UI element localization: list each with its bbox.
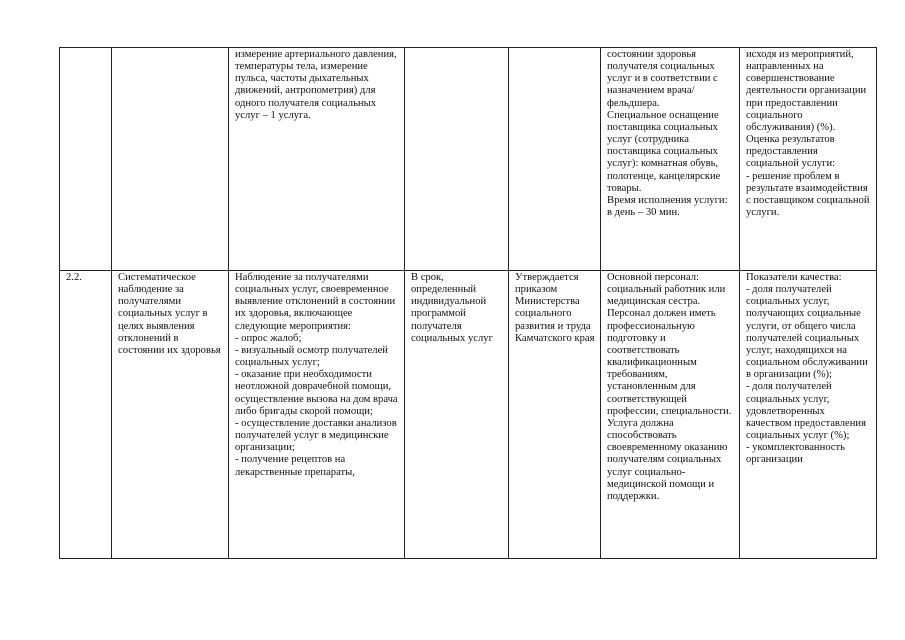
cell-conditions: состоянии здоровья получателя социальных услуг и в соответствии с назначением врача/фельдшера. Специальное оснащение поставщика социальных услуг (сотрудника поставщика социальных услуг): комнатная обувь, полотенце, канцелярские товары. Время исполнения услуги: в день – 30 мин. — [601, 48, 740, 271]
services-table — [59, 47, 877, 559]
cell-tariff: Утверждается приказом Министерства социального развития и труда Камчатского края — [509, 271, 601, 559]
cell-conditions: Основной персонал: социальный работник или медицинская сестра. Персонал должен иметь профессиональную подготовку и соответствовать квалификационным требованиям, установленным для соответствующей профессии, специальности. Услуга должна способствовать своевременному оказанию получателям социальных услуг социально-медицинской помощи и поддержки. — [601, 271, 740, 559]
cell-description: Наблюдение за получателями социальных услуг, своевременное выявление отклонений в состоянии их здоровья, включающее следующие мероприятия: - опрос жалоб; - визуальный осмотр получателей социальных услуг; - оказание при необходимости неотложной доврачебной помощи, осуществление вызова на дом врача либо бригады скорой помощи; - осуществление доставки анализов получателей услуг в медицинские организации; - получение рецептов на лекарственные препараты, — [229, 271, 405, 559]
cell-description: измерение артериального давления, температуры тела, измерение пульса, частоты дыхательных движений, антропометрия) для одного получателя социальных услуг – 1 услуга. — [229, 48, 405, 271]
table-row-2-2 — [60, 271, 877, 559]
cell-service-name — [112, 48, 229, 271]
cell-number: 2.2. — [60, 271, 112, 559]
cell-indicators: исходя из мероприятий, направленных на совершенствование деятельности организации при предоставлении социального обслуживания) (%). Оценка результатов предоставления социальной услуги: - решение проблем в результате взаимодействия с поставщиком социальной услуги. — [740, 48, 877, 271]
cell-service-name: Систематическое наблюдение за получателями социальных услуг в целях выявления отклонений в состоянии их здоровья — [112, 271, 229, 559]
table-row-continuation — [60, 48, 877, 271]
cell-number — [60, 48, 112, 271]
cell-timing — [405, 48, 509, 271]
cell-indicators: Показатели качества: - доля получателей социальных услуг, получающих социальные услуги, от общего числа получателей социальных услуг, находящихся на социальном обслуживании в организации (%); - доля получателей социальных услуг, удовлетворенных качеством предоставления социальных услуг (%); - укомплектованность организации — [740, 271, 877, 559]
cell-tariff — [509, 48, 601, 271]
cell-timing: В срок, определенный индивидуальной программой получателя социальных услуг — [405, 271, 509, 559]
